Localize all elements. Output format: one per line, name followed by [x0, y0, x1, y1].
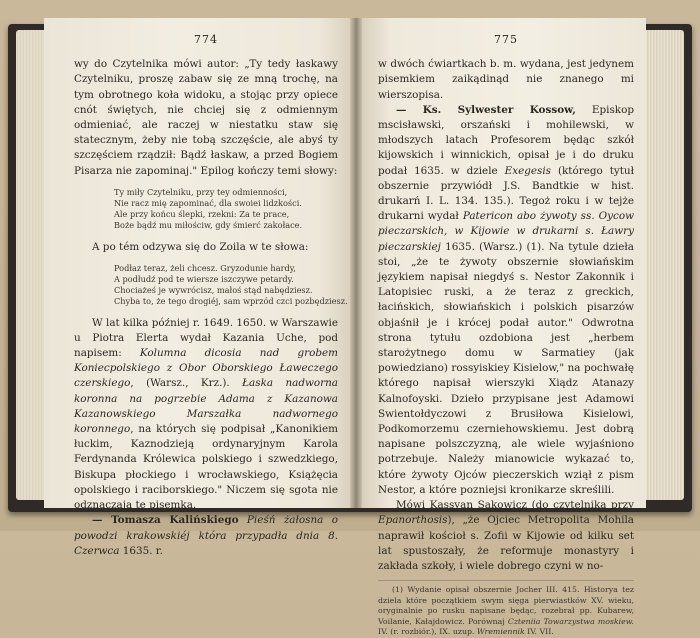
right-page [356, 18, 646, 637]
page-number: 774 [194, 33, 218, 46]
book-title: Wremiennik [476, 627, 525, 637]
paragraph-text: Episkop mscisławski, orszański i mohilewski, w młodszych latach Profesorem będąc szkół kijowskich i winnickich, opisał je i do druku podał 1635. w dziele [378, 103, 634, 177]
paragraph [378, 498, 634, 574]
paragraph-text: wy do Czytelnika mówi autor: „Ty tedy łaskawy Czytelniku, proszę zabaw się ze mną trochę, na tym obrotnego koła widoku, a stojąc przy opiece cnót świętych, nie chciej się z odmiennym odmieniać, ale raczej w niestatku staw się statecznym, żeby nie tobą szczęście, ale abyś ty szczęściem rządził: Bądź łaskaw, a przed Bogiem Pisarza nie zapominaj." Epilog kończy temi słowy: [74, 58, 338, 177]
book-title: Łaska nadworna koronna na pogrzebie Adama z Kazanowa Kazanowskiego Marszałka nadwornego koronnego [74, 377, 338, 436]
paragraph [74, 240, 338, 255]
paragraph-text: 1635. r. [119, 544, 163, 557]
book-gutter [350, 18, 362, 508]
page-edges-right [640, 30, 684, 500]
verse-line: Podłaz teraz, żeli chcesz. Gryzodunie hardy, [114, 262, 296, 273]
paragraph-text: W lat kilka później r. 1649. 1650. w Warszawie u Piotra Elerta wydał Kazania Uche, pod napisem: [74, 316, 338, 360]
verse-line: Ty miły Czytelniku, przy tey odmienności, [114, 186, 288, 197]
footnote-text [378, 585, 634, 638]
paragraph [74, 57, 338, 179]
verse-line: Nie racz mię zapominać, dla swoiei lidzkości. [114, 198, 302, 209]
page-number: 775 [494, 33, 518, 46]
paragraph-text: , na których się podpisał „Kanonikiem łuckim, Kaznodzieją ordynaryjnym Karola Ferdynanda Królewica polskiego i szwedzkiego, Biskupa płockiego i wrocławskiego, Książęcia opolskiego i raciborskiego." Niczem się sgota nie odznaczają te pisemka. [74, 423, 338, 512]
paragraph-text: Mówi Kassyan Sakowicz (do czytelnika przy [396, 499, 634, 512]
paragraph-text: w dwóch ćwiartkach b. m. wydana, jest jedynem pisemkiem zaikądinąd nie znanego mi wierszopisa. [378, 58, 634, 101]
left-page [44, 18, 356, 557]
book-title: Pieśń żałosna o powodzi krakowskiéj która przypadła dnia 8. Czerwca [74, 514, 338, 557]
verse-line: Chociażeś je wywrócisz, małoś stąd nabędziesz. [114, 285, 313, 296]
paragraph-text: (1) Wydanie opisał obszernie Jocher III. 415. Historya tez dziela które początkiem swym sięga pierwiastków XV. wieku, oryginalnie po rusku napisane będąc, rozebrał pp. Kubarew, Voilanie, Kałajdowicz. Porównaj [378, 585, 634, 626]
paragraph [74, 513, 338, 559]
paragraph [74, 316, 338, 514]
paragraph [378, 103, 634, 498]
paragraph [378, 57, 634, 103]
verse-line: Boże bądź mu miłościw, gdy śmierć zakołace. [114, 220, 303, 231]
paragraph-text: (którego tytuł obszernie przywiódł J.S. Bandtkie w hist. drukarń I. L. 134. 135.). Tegoż roku i w tejże drukarni wydał [378, 164, 634, 223]
book-title: Epanorthosis [378, 514, 448, 527]
book-title: Patericon abo żywoty ss. Oycow pieczarskich, w Kijowie w drukarni s. Ławry pieczarskiej [378, 210, 635, 253]
verse-line: Ale przy końcu ślepki, rzekni: Za te prace, [114, 209, 290, 220]
verse-block [114, 262, 348, 308]
verse-block [114, 187, 338, 232]
paragraph-text: ), „że Ojciec Metropolita Mohila naprawił kościoł s. Zofii w Kijowie od kilku set lat spustoszały, że reformuje monastyry i zakłada szkoły, i wiele dobrego czyni w no- [378, 514, 634, 572]
verse-line: A podłudź pod te wiersze iszczywe petardy. [114, 274, 294, 285]
book-title: Exegesis [504, 164, 552, 177]
paragraph-text: 1635. (Warsz.) (1). Na tytule dzieła stoi, „że te żywoty obszernie słowiańskim językiem napisał niegdyś s. Nestor Zakonnik i Latopisiec ruski, a że teraz z greckich, łacińskich, słowiańskich i polskich pisarzów objaśnił je i krócej podał autor." Odwrotna strona tytułu ozdobiona jest „herbem starożytnego domu w Sarmatiey (jak powiedziano) rossyiskiey Kisielow," na pochwałę którego napisał wierszyki Xiądz Atanazy Kalnofoyski. Dzieło przypisane jest Adamowi Swientołdyczowi z Brusiłowa Kisielowi, Podkomorzemu czerniehowskiemu. Jest dobrą napisane polszczyzną, ale wiele wyjaśniono potrzebuje. Należy mianowicie wykazać to, które żywoty Ojców pieczerskich wziął z pism Nestor, a które pozniejsi kronikarze skreślili. [378, 240, 634, 496]
author-name: — Tomasza Kalińskiego [92, 514, 239, 527]
book-title: Czteniia Towarzystwa moskiew. [507, 616, 635, 626]
paragraph-text: IV. (r. rozbiór.), IX. uzup. [378, 627, 477, 637]
author-name: — Ks. Sylwester Kossow, [396, 103, 576, 116]
paragraph-text: A po tém odzywa się do Zoila w te słowa: [92, 240, 309, 253]
paragraph-text: IV. VII. [524, 627, 554, 637]
book-title: Kolumna dicosia nad grobem Koniecpolskiego z Obor Oborskiego Ławeczego czerskiego [74, 347, 338, 390]
footnote [378, 580, 634, 638]
verse-line: Chyba to, że tego drogiéj, sam wprzód czci pozbędziesz. [114, 296, 348, 307]
paragraph-text: , (Warsz., Krz.). [130, 377, 243, 390]
